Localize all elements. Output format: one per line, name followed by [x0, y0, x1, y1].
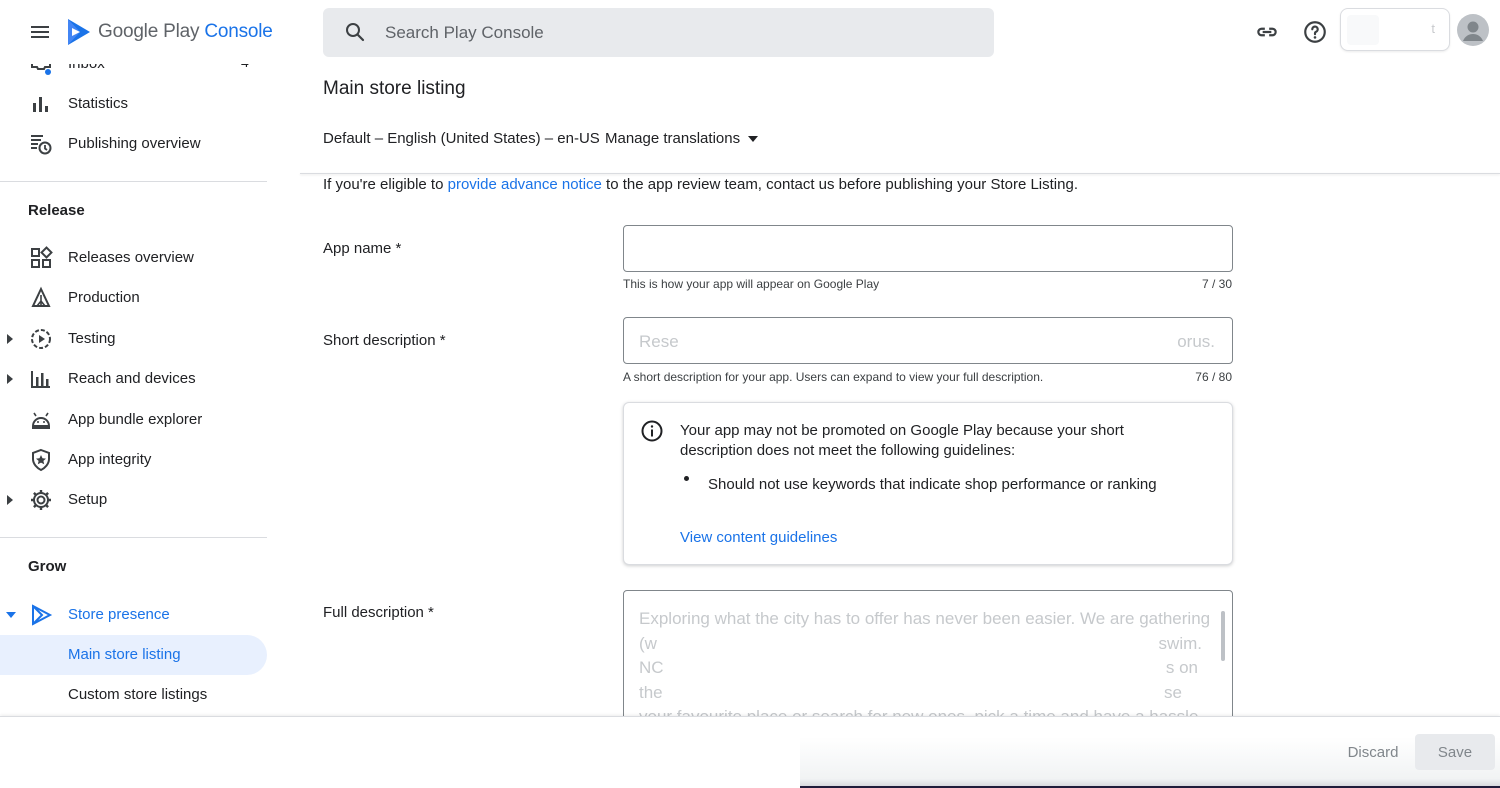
short-description-value-end[interactable]: orus.	[1177, 332, 1215, 351]
sidebar-item-label: Testing	[68, 330, 116, 347]
sidebar-item-statistics[interactable]	[0, 84, 267, 124]
app-name-helper: This is how your app will appear on Google Play	[623, 277, 880, 291]
short-description-label: Short description *	[323, 332, 446, 349]
notice-suffix: to the app review team, contact us before publishing your Store Listing.	[601, 176, 1078, 193]
avatar[interactable]	[1457, 14, 1489, 46]
save-button[interactable]: Save	[1415, 734, 1495, 770]
play-console-logo-icon	[66, 18, 92, 46]
expand-arrow-icon[interactable]	[7, 374, 13, 384]
short-description-char-counter: 76 / 80	[1195, 370, 1232, 384]
line-fragment: swim.	[1158, 633, 1202, 653]
warning-guideline-item: Should not use keywords that indicate shop performance or ranking	[708, 476, 1157, 493]
sidebar-item-label: Statistics	[68, 95, 129, 112]
account-logo	[1347, 15, 1379, 45]
full-description-line	[639, 681, 1194, 706]
sidebar-item-store-presence[interactable]	[0, 595, 267, 635]
app-name-label: App name *	[323, 240, 402, 257]
full-description-line	[639, 656, 1198, 681]
sidebar-item-reach-and-devices[interactable]	[0, 359, 267, 399]
line-fragment: (w	[639, 633, 657, 653]
gear-icon	[29, 488, 53, 512]
policy-warning-card	[623, 402, 1233, 565]
sidebar-section-grow: Grow	[28, 558, 67, 575]
sidebar-item-main-store-listing[interactable]	[0, 635, 267, 675]
brand-google-play: Google Play	[98, 21, 200, 42]
top-app-bar	[0, 0, 1500, 64]
advance-notice-text	[323, 176, 1078, 193]
brand-console: Console	[204, 21, 273, 42]
bar-chart-icon	[29, 92, 53, 116]
account-label: t	[1431, 21, 1435, 36]
sidebar-item-custom-store-listings[interactable]	[0, 675, 267, 715]
sidebar-item-label: Main store listing	[68, 646, 181, 663]
search-bar[interactable]	[323, 8, 994, 57]
sidebar-item-label: Releases overview	[68, 249, 194, 266]
line-fragment: s on	[1165, 658, 1198, 677]
publishing-overview-icon	[29, 132, 53, 156]
search-input[interactable]	[385, 18, 965, 48]
app-name-char-counter: 7 / 30	[1201, 277, 1232, 291]
google-play-console-logo[interactable]	[66, 17, 273, 47]
manage-translations-dropdown[interactable]	[605, 130, 758, 147]
link-icon[interactable]	[1254, 19, 1280, 45]
expand-arrow-icon[interactable]	[7, 334, 13, 344]
sidebar-item-label: Store presence	[68, 606, 170, 623]
full-description-field[interactable]	[623, 590, 1233, 730]
full-description-line	[639, 632, 1202, 657]
person-icon	[1457, 14, 1489, 46]
full-description-text[interactable]	[639, 607, 1211, 730]
notice-prefix: If you're eligible to	[323, 176, 448, 193]
search-icon	[343, 20, 367, 44]
sidebar-item-releases-overview[interactable]	[0, 238, 267, 278]
sidebar-item-app-integrity[interactable]	[0, 440, 267, 480]
collapse-arrow-icon[interactable]	[6, 612, 16, 618]
dropdown-arrow-icon	[748, 136, 758, 142]
sidebar-divider	[0, 537, 267, 538]
bullet-dot	[684, 476, 689, 481]
full-description-label: Full description *	[323, 604, 434, 621]
sidebar-item-publishing-overview[interactable]	[0, 124, 267, 164]
hamburger-menu-icon[interactable]	[28, 20, 52, 44]
sidebar-item-label: App bundle explorer	[68, 411, 203, 428]
sidebar-section-release: Release	[28, 202, 85, 219]
page-title: Main store listing	[323, 78, 466, 99]
sidebar-item-label: Reach and devices	[68, 370, 196, 387]
line-fragment: se	[1164, 682, 1182, 702]
info-icon	[640, 419, 664, 443]
line-fragment: NC	[639, 658, 664, 677]
testing-icon	[29, 327, 53, 351]
sidebar-item-label: Setup	[68, 491, 108, 508]
sidebar-item-app-bundle-explorer[interactable]	[0, 400, 267, 440]
provide-advance-notice-link[interactable]: provide advance notice	[447, 176, 602, 193]
app-name-input[interactable]	[639, 237, 1214, 261]
warning-message: Your app may not be promoted on Google Play because your short description does not meet the following guidelines:	[680, 422, 1124, 459]
textarea-scrollbar[interactable]	[1221, 611, 1225, 661]
sidebar-item-label: Publishing overview	[68, 135, 201, 152]
android-bundle-icon	[29, 408, 53, 432]
sidebar-item-label: Production	[68, 289, 140, 306]
manage-translations-label: Manage translations	[605, 130, 741, 147]
sidebar-item-label: Custom store listings	[68, 686, 208, 703]
sidebar-divider	[0, 181, 267, 182]
help-icon[interactable]	[1302, 19, 1328, 45]
app-name-field[interactable]	[623, 225, 1233, 272]
production-icon	[29, 286, 53, 310]
dashboard-icon	[29, 246, 53, 270]
sidebar-item-production[interactable]	[0, 278, 267, 318]
view-content-guidelines-link[interactable]: View content guidelines	[680, 529, 838, 546]
short-description-value-start[interactable]: Rese	[639, 332, 679, 351]
discard-button[interactable]: Discard	[1340, 741, 1406, 763]
expand-arrow-icon[interactable]	[7, 495, 13, 505]
account-switcher[interactable]	[1340, 8, 1450, 51]
line-fragment: the	[639, 682, 663, 702]
sidebar-nav	[0, 48, 267, 718]
store-presence-icon	[29, 603, 53, 627]
bottom-action-bar	[0, 716, 1500, 788]
short-description-helper: A short description for your app. Users can expand to view your full description.	[623, 370, 1044, 384]
sidebar-item-setup[interactable]	[0, 480, 267, 520]
full-description-line: Exploring what the city has to offer has never been easier. We are gathering	[639, 609, 1211, 628]
header-divider	[300, 173, 1500, 174]
sidebar-item-testing[interactable]	[0, 319, 267, 359]
sidebar-item-label: App integrity	[68, 451, 152, 468]
reach-devices-icon	[29, 367, 53, 391]
shield-icon	[29, 448, 53, 472]
default-language-label: Default – English (United States) – en-US	[323, 130, 600, 147]
short-description-field[interactable]	[623, 317, 1233, 364]
